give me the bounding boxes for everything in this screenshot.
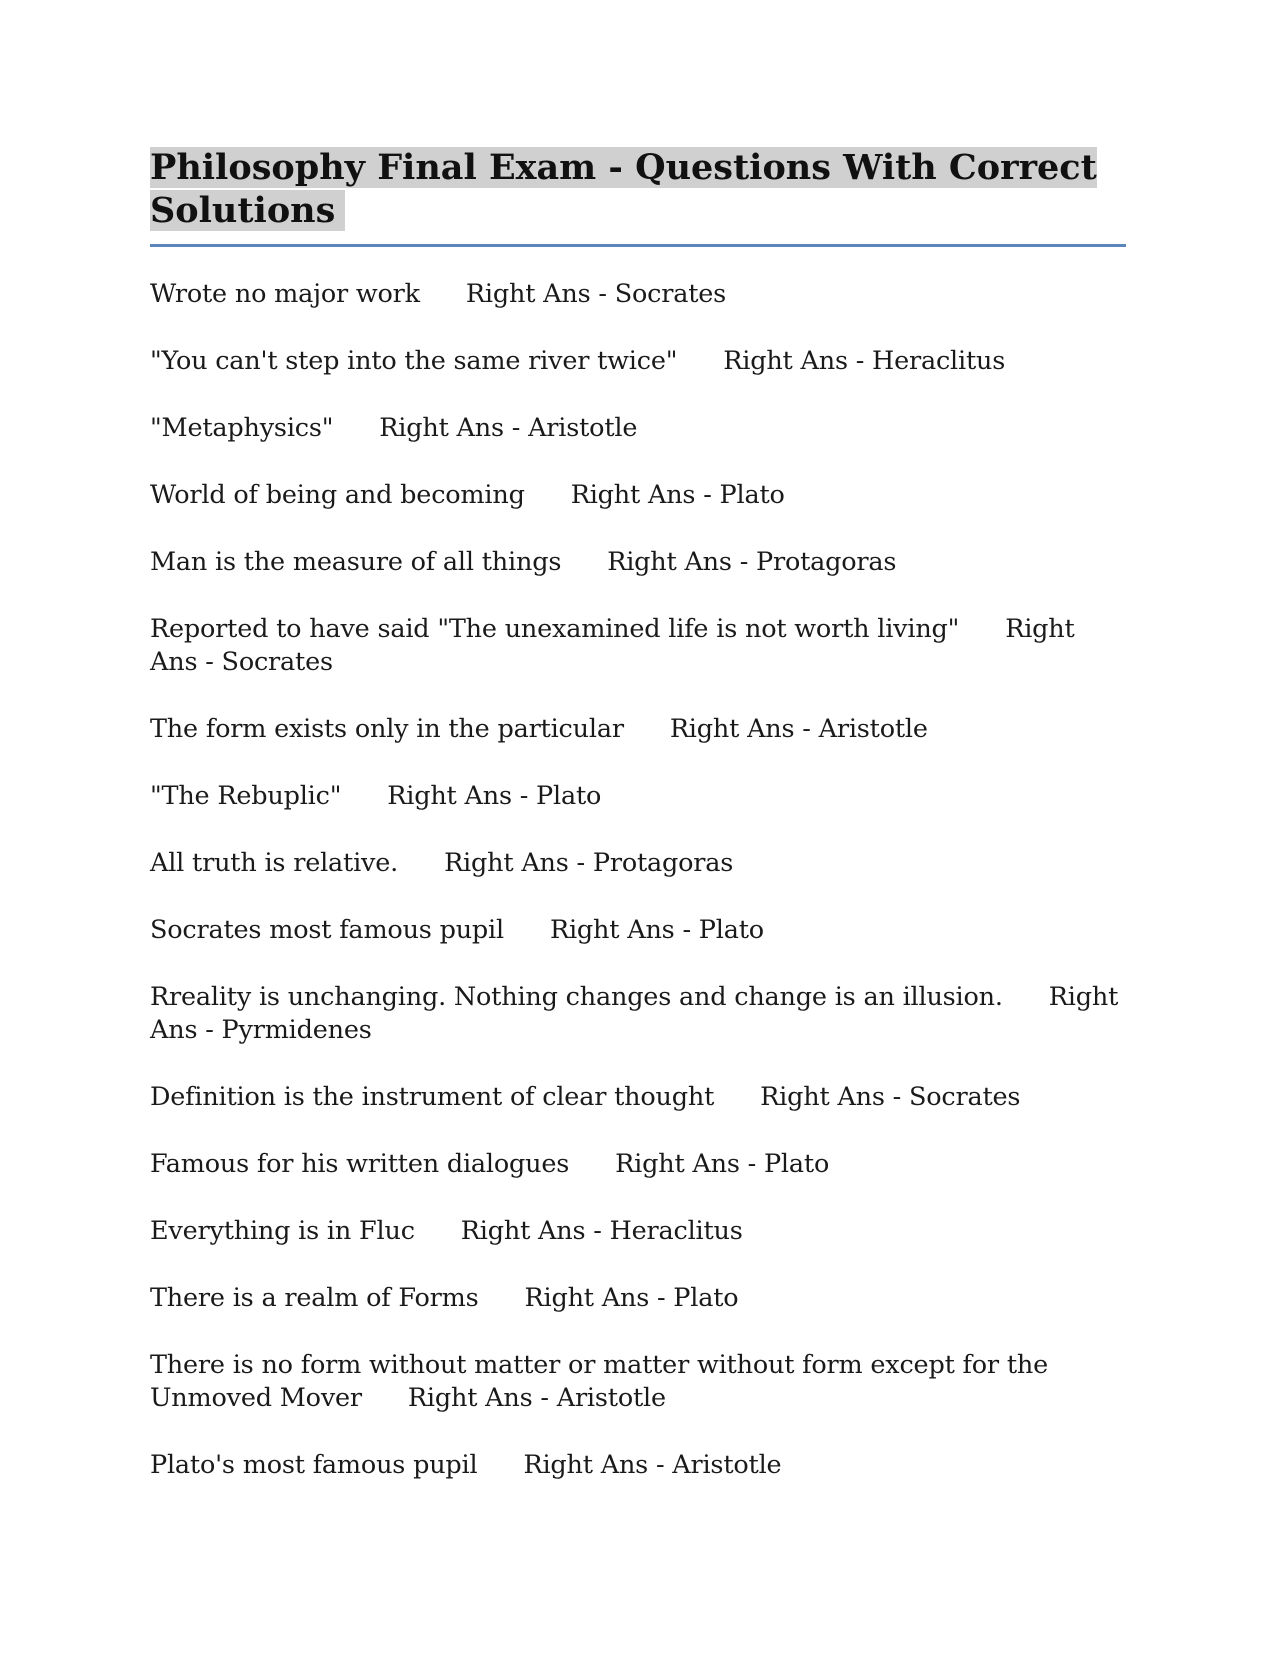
question-text: "Metaphysics"	[150, 413, 334, 443]
page-title	[150, 146, 1126, 232]
qa-item	[150, 914, 1126, 947]
answer-text: Right Ans - Heraclitus	[460, 1216, 743, 1246]
question-text: Socrates most famous pupil	[150, 915, 504, 945]
question-text: There is a realm of Forms	[150, 1283, 479, 1313]
title-block	[150, 146, 1126, 232]
page-title-text: Philosophy Final Exam - Questions With Correct Solutions	[150, 147, 1097, 231]
question-text: "You can't step into the same river twice"	[150, 346, 678, 376]
qa-item	[150, 613, 1126, 679]
question-text: Wrote no major work	[150, 279, 420, 309]
qa-item	[150, 1282, 1126, 1315]
answer-text: Right Ans - Aristotle	[379, 413, 638, 443]
qa-item	[150, 1215, 1126, 1248]
answer-text: Right Ans - Aristotle	[669, 714, 928, 744]
question-text: Man is the measure of all things	[150, 547, 562, 577]
title-divider	[150, 244, 1126, 247]
answer-text: Right Ans - Pyrmidenes	[150, 982, 1119, 1045]
answer-text: Right Ans - Protagoras	[444, 848, 734, 878]
question-text: Definition is the instrument of clear thought	[150, 1082, 715, 1112]
qa-item	[150, 479, 1126, 512]
answer-text: Right Ans - Plato	[615, 1149, 830, 1179]
question-text: World of being and becoming	[150, 480, 525, 510]
answer-text: Right Ans - Protagoras	[607, 547, 897, 577]
qa-item	[150, 981, 1126, 1047]
qa-item	[150, 1148, 1126, 1181]
question-text: All truth is relative.	[150, 848, 399, 878]
question-text: "The Rebuplic"	[150, 781, 342, 811]
question-text: The form exists only in the particular	[150, 714, 624, 744]
qa-item	[150, 713, 1126, 746]
answer-text: Right Ans - Socrates	[760, 1082, 1021, 1112]
question-text: Famous for his written dialogues	[150, 1149, 570, 1179]
qa-item	[150, 1081, 1126, 1114]
qa-item	[150, 1349, 1126, 1415]
answer-text: Right Ans - Socrates	[465, 279, 727, 309]
answer-text: Right Ans - Plato	[387, 781, 602, 811]
qa-item	[150, 412, 1126, 445]
question-text: Rreality is unchanging. Nothing changes and change is an illusion.	[150, 982, 1003, 1012]
answer-text: Right Ans - Aristotle	[407, 1383, 666, 1413]
answer-text: Right Ans - Plato	[570, 480, 785, 510]
question-text: Everything is in Fluc	[150, 1216, 415, 1246]
answer-text: Right Ans - Aristotle	[523, 1450, 782, 1480]
answer-text: Right Ans - Heraclitus	[723, 346, 1006, 376]
answer-text: Right Ans - Plato	[524, 1283, 739, 1313]
qa-item	[150, 780, 1126, 813]
question-list	[150, 278, 1126, 1516]
answer-text: Right Ans - Plato	[549, 915, 764, 945]
answer-text: Right Ans - Socrates	[150, 614, 1075, 677]
qa-item	[150, 345, 1126, 378]
question-text: Reported to have said "The unexamined life is not worth living"	[150, 614, 960, 644]
question-text: Plato's most famous pupil	[150, 1450, 478, 1480]
qa-item	[150, 1449, 1126, 1482]
qa-item	[150, 847, 1126, 880]
question-text: There is no form without matter or matter without form except for the Unmoved Mover	[150, 1350, 1048, 1413]
qa-item	[150, 278, 1126, 311]
qa-item	[150, 546, 1126, 579]
